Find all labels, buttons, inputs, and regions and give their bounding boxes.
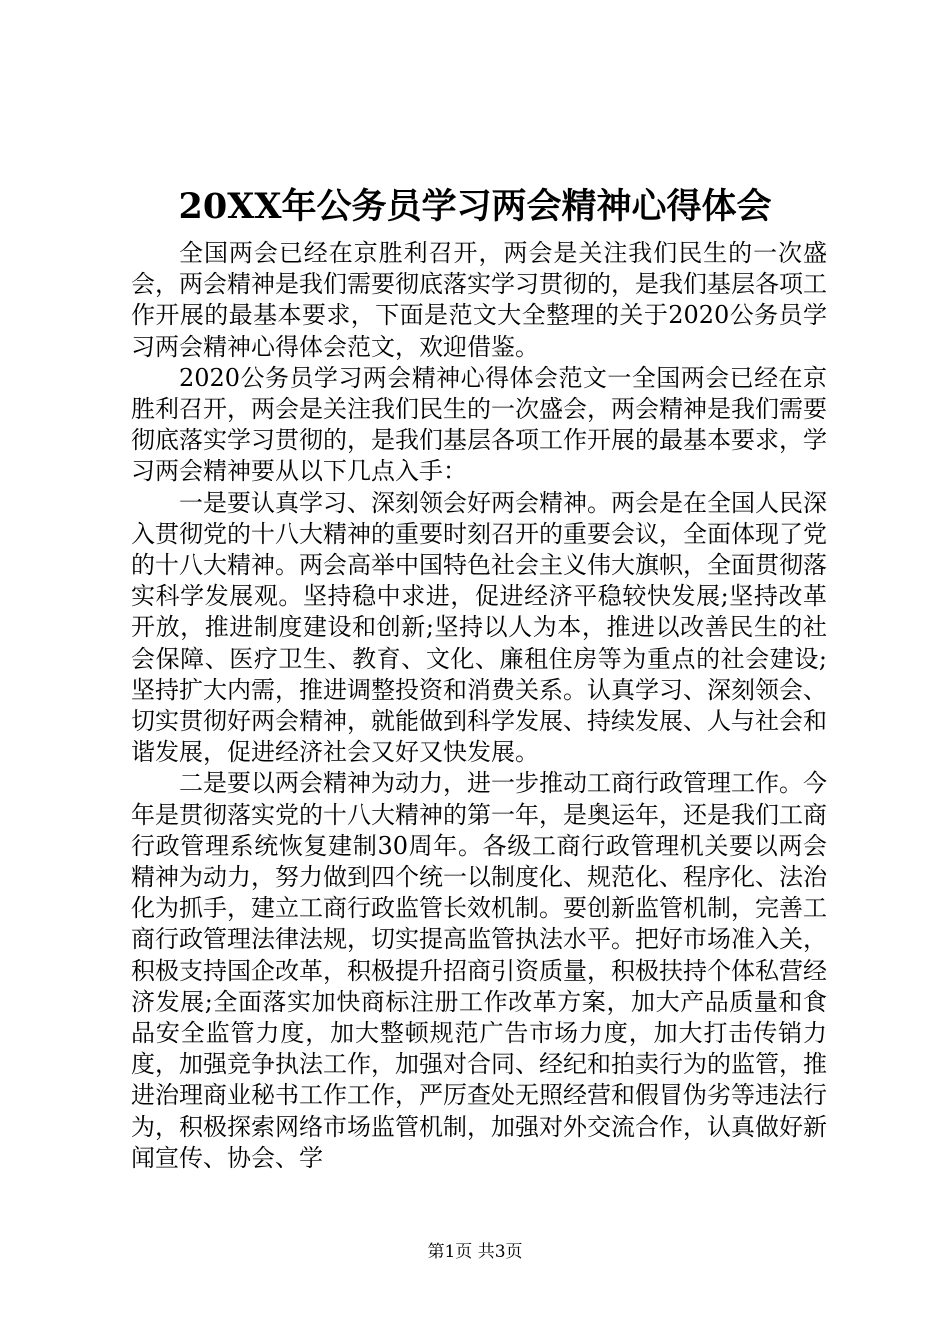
paragraph-intro: 全国两会已经在京胜利召开，两会是关注我们民生的一次盛会，两会精神是我们需要彻底落实学习贯彻的，是我们基层各项工作开展的最基本要求，下面是范文大全整理的关于2020公务员学习两会精神心得体会范文，欢迎借鉴。 [131, 239, 827, 361]
document-title: 20XX年公务员学习两会精神心得体会 [178, 186, 772, 227]
document-body [131, 238, 827, 1174]
page-number-footer: 第1页 共3页 [427, 1242, 523, 1262]
paragraph-point-two: 二是要以两会精神为动力，进一步推动工商行政管理工作。今年是贯彻落实党的十八大精神的第一年，是奥运年，还是我们工商行政管理系统恢复建制30周年。各级工商行政管理机关要以两会精神为动力，努力做到四个统一以制度化、规范化、程序化、法治化为抓手，建立工商行政监管长效机制。要创新监管机制，完善工商行政管理法律法规，切实提高监管执法水平。把好市场准入关，积极支持国企改革，积极提升招商引资质量，积极扶持个体私营经济发展;全面落实加快商标注册工作改革方案，加大产品质量和食品安全监管力度，加大整顿规范广告市场力度，加大打击传销力度，加强竞争执法工作，加强对合同、经纪和拍卖行为的监管，推进治理商业秘书工作工作，严厉查处无照经营和假冒伪劣等违法行为，积极探索网络市场监管机制，加强对外交流合作，认真做好新闻宣传、协会、学 [131, 769, 827, 1172]
paragraph-point-one: 一是要认真学习、深刻领会好两会精神。两会是在全国人民深入贯彻党的十八大精神的重要时刻召开的重要会议，全面体现了党的十八大精神。两会高举中国特色社会主义伟大旗帜，全面贯彻落实科学发展观。坚持稳中求进，促进经济平稳较快发展;坚持改革开放，推进制度建设和创新;坚持以人为本，推进以改善民生的社会保障、医疗卫生、教育、文化、廉租住房等为重点的社会建设;坚持扩大内需，推进调整投资和消费关系。认真学习、深刻领会、切实贯彻好两会精神，就能做到科学发展、持续发展、人与社会和谐发展，促进经济社会又好又快发展。 [131, 488, 827, 767]
paragraph-sample-one: 2020公务员学习两会精神心得体会范文一全国两会已经在京胜利召开，两会是关注我们民生的一次盛会，两会精神是我们需要彻底落实学习贯彻的，是我们基层各项工作开展的最基本要求，学习两会精神要从以下几点入手： [131, 363, 827, 486]
